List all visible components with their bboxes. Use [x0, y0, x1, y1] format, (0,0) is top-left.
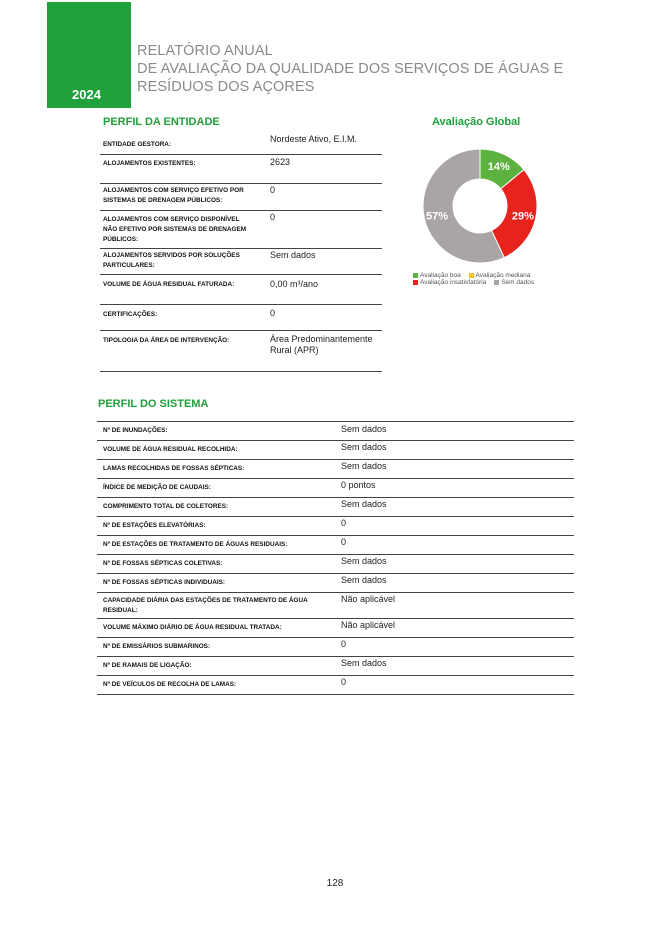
row-value: Sem dados [341, 575, 387, 585]
row-value: 0 pontos [341, 480, 376, 490]
legend-item [413, 272, 461, 279]
row-label: ALOJAMENTOS COM SERVIÇO EFETIVO POR SISTEMAS DE DRENAGEM PÚBLICOS: [103, 187, 244, 204]
table-row [97, 618, 574, 637]
legend-label: Avaliação insatisfatória [420, 279, 487, 286]
table-row [97, 478, 574, 497]
slice-data-label: 14% [487, 161, 510, 174]
table-row [97, 573, 574, 592]
row-label: TIPOLOGIA DA ÁREA DE INTERVENÇÃO: [103, 337, 230, 344]
row-value: 0 [270, 185, 276, 195]
report-year: 2024 [72, 87, 101, 102]
row-label: ALOJAMENTOS COM SERVIÇO DISPONÍVEL NÃO EFETIVO POR SISTEMAS DE DRENAGEM PÚBLICOS: [103, 216, 247, 243]
legend-item [413, 279, 486, 286]
row-divider [100, 210, 382, 211]
row-value: 0,00 m³/ano [270, 279, 319, 289]
row-label: Nº DE INUNDAÇÕES: [103, 427, 168, 434]
row-value: 0 [341, 639, 347, 649]
row-label: VOLUME DE ÁGUA RESIDUAL FATURADA: [103, 281, 235, 288]
report-title-line: RESÍDUOS DOS AÇORES [137, 79, 315, 95]
row-value: 0 [270, 308, 276, 318]
row-value: Não aplicável [341, 620, 396, 630]
row-value: Sem dados [341, 424, 387, 434]
table-row [97, 535, 574, 554]
legend-item [469, 272, 531, 279]
row-label: VOLUME MÁXIMO DIÁRIO DE ÁGUA RESIDUAL TRATADA: [103, 624, 282, 631]
table-row [97, 459, 574, 478]
row-divider [100, 371, 382, 372]
table-bottom-border [97, 694, 574, 695]
report-title-line: DE AVALIAÇÃO DA QUALIDADE DOS SERVIÇOS DE ÁGUAS E [137, 61, 564, 77]
avaliacao-donut-chart [418, 146, 558, 268]
row-divider [100, 330, 382, 331]
table-row [97, 675, 574, 694]
table-row [97, 440, 574, 459]
row-label: LAMAS RECOLHIDAS DE FOSSAS SÉPTICAS: [103, 465, 245, 472]
row-label: Nº DE RAMAIS DE LIGAÇÃO: [103, 662, 192, 669]
table-row [97, 656, 574, 675]
legend-swatch [494, 280, 499, 285]
row-label: ALOJAMENTOS SERVIDOS POR SOLUÇÕES PARTICULARES: [103, 252, 240, 269]
report-title [137, 42, 577, 96]
row-value: Área Predominantemente Rural (APR) [270, 334, 373, 355]
row-label: Nº DE FOSSAS SÉPTICAS COLETIVAS: [103, 560, 223, 567]
table-row [97, 516, 574, 535]
legend-swatch [413, 280, 418, 285]
report-title-line: RELATÓRIO ANUAL [137, 43, 273, 59]
row-label: Nº DE VEÍCULOS DE RECOLHA DE LAMAS: [103, 681, 237, 688]
row-divider [100, 154, 382, 155]
legend-label: Avaliação boa [420, 272, 461, 279]
legend-label: Sem dados [501, 279, 535, 286]
table-row [97, 497, 574, 516]
row-label: COMPRIMENTO TOTAL DE COLETORES: [103, 503, 229, 510]
row-divider [100, 248, 382, 249]
table-row [97, 637, 574, 656]
row-label: CAPACIDADE DIÁRIA DAS ESTAÇÕES DE TRATAMENTO DE ÁGUA RESIDUAL: [103, 597, 308, 614]
table-row [97, 554, 574, 573]
row-label: CERTIFICAÇÕES: [103, 311, 158, 318]
row-label: Nº DE FOSSAS SÉPTICAS INDIVIDUAIS: [103, 579, 225, 586]
legend-item [494, 279, 534, 286]
row-label: ALOJAMENTOS EXISTENTES: [103, 160, 196, 167]
row-label: Nº DE EMISSÁRIOS SUBMARINOS: [103, 643, 211, 650]
row-value: Sem dados [341, 461, 387, 471]
row-value: Sem dados [341, 658, 387, 668]
row-value: Sem dados [341, 499, 387, 509]
row-value: 0 [341, 677, 347, 687]
row-label: Nº DE ESTAÇÕES DE TRATAMENTO DE ÁGUAS RESIDUAIS: [103, 541, 288, 548]
perfil-sistema-title: PERFIL DO SISTEMA [98, 398, 209, 410]
row-value: 2623 [270, 157, 291, 167]
row-divider [100, 183, 382, 184]
row-value: Não aplicável [341, 594, 396, 604]
legend-swatch [413, 273, 418, 278]
row-divider [100, 274, 382, 275]
row-value: Sem dados [341, 442, 387, 452]
page-number: 128 [326, 878, 344, 889]
row-value: 0 [341, 518, 347, 528]
row-divider [100, 304, 382, 305]
perfil-entidade-title: PERFIL DA ENTIDADE [103, 116, 220, 128]
row-value: Sem dados [341, 556, 387, 566]
row-label: VOLUME DE ÁGUA RESIDUAL RECOLHIDA: [103, 446, 238, 453]
row-value: Sem dados [270, 250, 316, 260]
row-value: Nordeste Ativo, E.I.M. [270, 134, 358, 144]
row-label: Nº DE ESTAÇÕES ELEVATÓRIAS: [103, 522, 206, 529]
slice-data-label: 57% [426, 210, 449, 223]
legend-label: Avaliação mediana [475, 272, 531, 279]
chart-legend [413, 272, 583, 286]
slice-data-label: 29% [511, 210, 534, 223]
row-value: 0 [341, 537, 347, 547]
table-row [97, 421, 574, 440]
row-label: ÍNDICE DE MEDIÇÃO DE CAUDAIS: [103, 484, 211, 491]
table-row [97, 592, 574, 618]
row-label: ENTIDADE GESTORA: [103, 141, 172, 148]
legend-swatch [469, 273, 474, 278]
row-value: 0 [270, 212, 276, 222]
chart-title: Avaliação Global [432, 116, 521, 128]
